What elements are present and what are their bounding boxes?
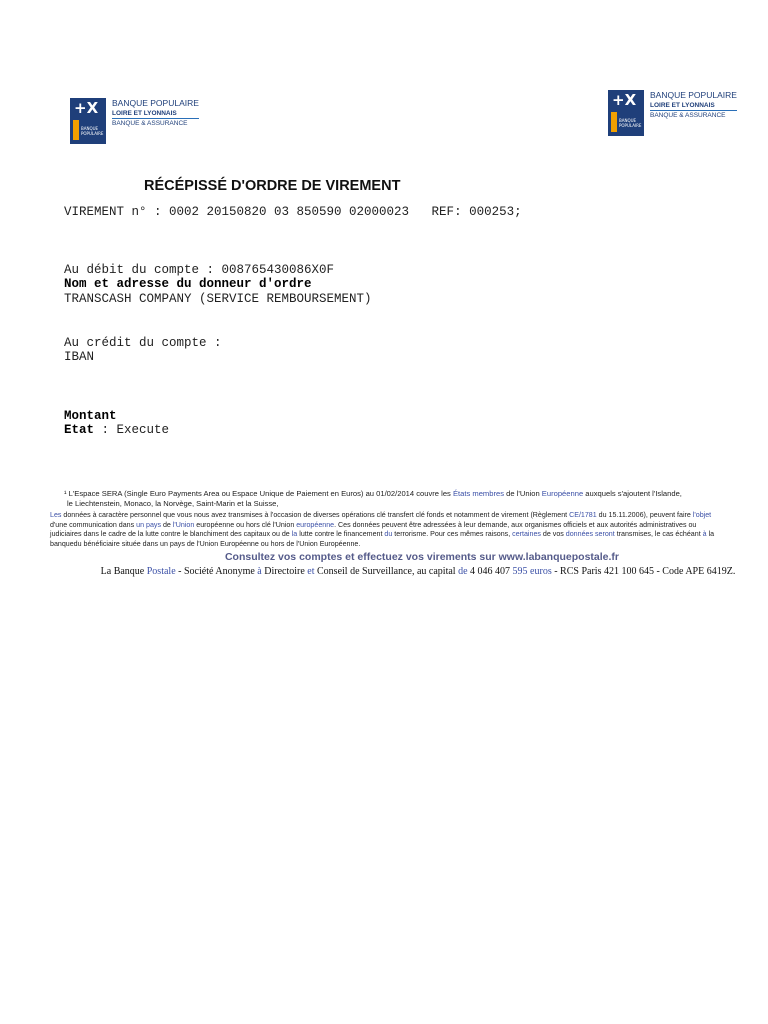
etat-line [64,423,169,437]
document-title: RÉCÉPISSÉ D'ORDRE DE VIREMENT [144,178,401,194]
logo-mark-sub2: POPULAIRE [619,123,642,128]
logo-line1: BANQUE POPULAIRE [112,98,199,108]
company-footer: La Banque Postale - Société Anonyme à Directoire et Conseil de Surveillance, au capital de 4 046 407 595 euros - RCS Paris 421 100 645 - Code APE 6419Z. [100,566,736,577]
logo-mark-text: +X [612,91,637,109]
logo-text [112,98,199,129]
logo-line1: BANQUE POPULAIRE [650,90,737,100]
logo-line3: BANQUE & ASSURANCE [650,112,726,119]
debit-account-line: Au débit du compte : 008765430086X0F [64,263,335,277]
banque-populaire-logo-icon [608,90,644,136]
logo-stripe [73,120,79,140]
virement-reference-line: VIREMENT n° : 0002 20150820 03 850590 02000023 REF: 000253; [64,205,522,219]
logo-line2: LOIRE ET LYONNAIS [112,109,199,119]
logo-line2: LOIRE ET LYONNAIS [650,101,737,111]
logo-mark-sub2: POPULAIRE [81,131,104,136]
logo-mark-sub1: BANQUE [619,118,637,123]
iban-label: IBAN [64,350,95,364]
logo-text [650,90,737,121]
logo-stripe [611,112,617,132]
montant-label: Montant [64,409,117,423]
logo-mark-text: +X [74,99,99,117]
donneur-label: Nom et adresse du donneur d'ordre [64,277,312,291]
logo-line3: BANQUE & ASSURANCE [112,120,188,127]
banque-populaire-logo-icon [70,98,106,144]
consult-website-link[interactable]: Consultez vos comptes et effectuez vos virements sur www.labanquepostale.fr [224,551,620,563]
data-privacy-notice: Les données à caractère personnel que vous nous avez transmises à l'occasion de diverses opérations clé transfert clé fonds et notamment de virement (Règlement CE/1781 du 15.11.2006), peuvent faire l'objet d'une communication dans un pays de l'Union européenne ou hors clé l'Union européenne. Ces données peuvent être adressées à leur demande, aux organismes officiels et aux autorités administratives ou judiciaires dans le cadre de la lutte contre le blanchiment des capitaux ou de la lutte contre le financement du terrorisme. Pour ces mêmes raisons, certaines de vos données seront transmises, le cas échéant à la banquedu bénéficiaire située dans un pays de l'Union Européenne ou hors de l'Union Européenne. [50,511,715,548]
etat-label: Etat [64,423,95,437]
etat-value: : Execute [94,423,170,437]
logo-mark-sub1: BANQUE [81,126,99,131]
link-etats-membres[interactable]: États membres [452,489,505,498]
donneur-value: TRANSCASH COMPANY (SERVICE REMBOURSEMENT) [64,292,372,306]
bank-logo-left [70,98,199,144]
link-europeenne[interactable]: Européenne [541,489,584,498]
credit-account-line: Au crédit du compte : [64,336,222,350]
sepa-footnote: ¹ L'Espace SERA (Single Euro Payments Area ou Espace Unique de Paiement en Euros) au 01/02/2014 couvre les États membres de l'Union Européenne auxquels s'ajoutent l'Islande, le Liechtenstein, Monaco, la Norvège, Saint-Marin et la Suisse, [64,489,682,508]
bank-logo-right [608,90,737,136]
